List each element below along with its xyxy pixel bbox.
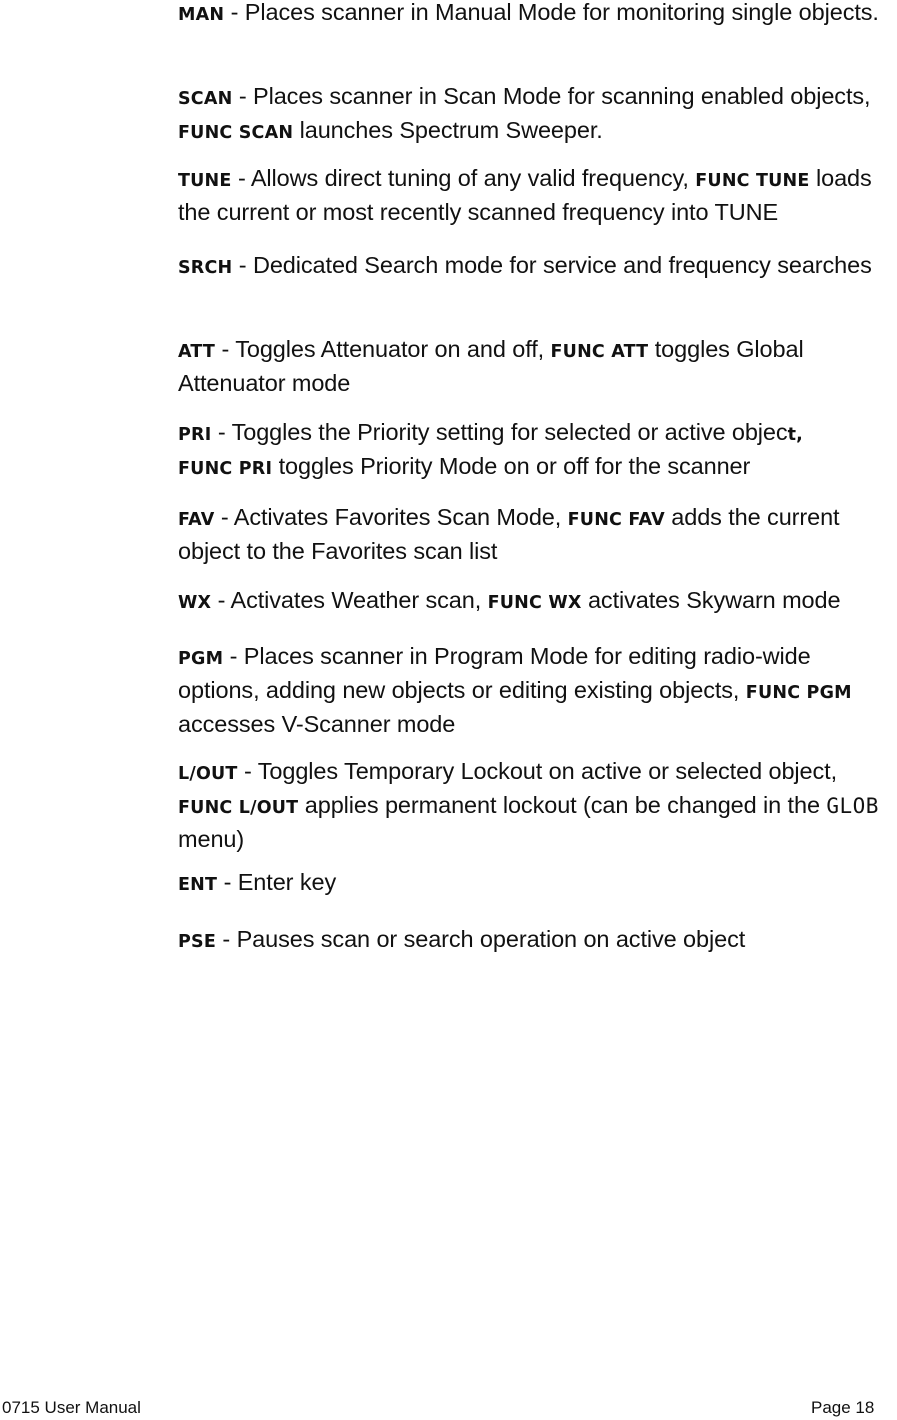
key-func-wx: FUNC WX [487, 593, 582, 613]
entry-pse [178, 924, 897, 958]
entry-srch [178, 250, 897, 284]
entry-lout-tail2: menu) [178, 826, 245, 852]
entry-pgm-tail: accesses V-Scanner mode [178, 711, 456, 737]
entry-wx [178, 585, 897, 619]
lcd-glob-label: GLOB [826, 794, 879, 818]
entry-pri [178, 417, 897, 485]
key-func-lout: FUNC L/OUT [178, 798, 299, 818]
entry-tune-text: - Allows direct tuning of any valid frequency, [231, 165, 696, 191]
key-ent: ENT [178, 875, 218, 895]
key-pri: PRI [178, 425, 212, 445]
key-func-pri: FUNC PRI [178, 459, 273, 479]
entry-tune-tail: loads the current or most recently scanned frequency into TUNE [178, 165, 872, 225]
entry-tune [178, 163, 897, 228]
footer-manual-title: 0715 User Manual [2, 1398, 141, 1417]
entry-srch-text: - Dedicated Search mode for service and frequency searches [232, 252, 872, 278]
key-fav: FAV [178, 510, 215, 530]
key-scan: SCAN [178, 89, 233, 109]
key-func-fav: FUNC FAV [567, 510, 665, 530]
entry-man-text: - Places scanner in Manual Mode for monitoring single objects. [224, 0, 879, 25]
entry-lout-tail: applies permanent lockout (can be changed in the [298, 792, 827, 818]
entry-pse-text: - Pauses scan or search operation on active object [215, 926, 746, 952]
entry-scan-text: - Places scanner in Scan Mode for scanning enabled objects, [232, 83, 871, 109]
entry-wx-text: - Activates Weather scan, [211, 587, 488, 613]
key-tune: TUNE [178, 171, 232, 191]
entry-lout [178, 756, 897, 855]
key-att: ATT [178, 342, 216, 362]
key-pgm: PGM [178, 649, 224, 669]
entry-pri-text: - Toggles the Priority setting for selected or active objec [211, 419, 788, 445]
entry-pri-punct: t, [787, 425, 803, 445]
key-man: MAN [178, 5, 225, 25]
entry-lout-text: - Toggles Temporary Lockout on active or selected object, [237, 758, 838, 784]
entry-att-text: - Toggles Attenuator on and off, [215, 336, 551, 362]
footer-page-number: Page 18 [811, 1398, 875, 1417]
entry-man [178, 0, 897, 31]
entry-pgm [178, 641, 897, 740]
entry-wx-tail: activates Skywarn mode [581, 587, 841, 613]
entry-fav-tail: adds the current object to the Favorites scan list [178, 504, 840, 564]
entry-scan [178, 81, 897, 149]
key-pse: PSE [178, 932, 216, 952]
entry-fav-text: - Activates Favorites Scan Mode, [214, 504, 568, 530]
key-lout: L/OUT [178, 764, 238, 784]
key-srch: SRCH [178, 258, 233, 278]
key-func-tune: FUNC TUNE [695, 171, 810, 191]
entry-fav [178, 502, 897, 567]
entry-att [178, 334, 897, 399]
entry-pgm-text: - Places scanner in Program Mode for editing radio-wide options, adding new objects or editing existing objects, [178, 643, 811, 703]
key-wx: WX [178, 593, 212, 613]
entry-ent-text: - Enter key [217, 869, 337, 895]
entry-att-tail: toggles Global Attenuator mode [178, 336, 804, 396]
key-func-pgm: FUNC PGM [745, 683, 852, 703]
entry-pri-tail: toggles Priority Mode on or off for the scanner [272, 453, 751, 479]
entry-ent [178, 867, 897, 901]
entry-scan-tail: launches Spectrum Sweeper. [293, 117, 603, 143]
key-func-scan: FUNC SCAN [178, 123, 294, 143]
key-func-att: FUNC ATT [550, 342, 649, 362]
